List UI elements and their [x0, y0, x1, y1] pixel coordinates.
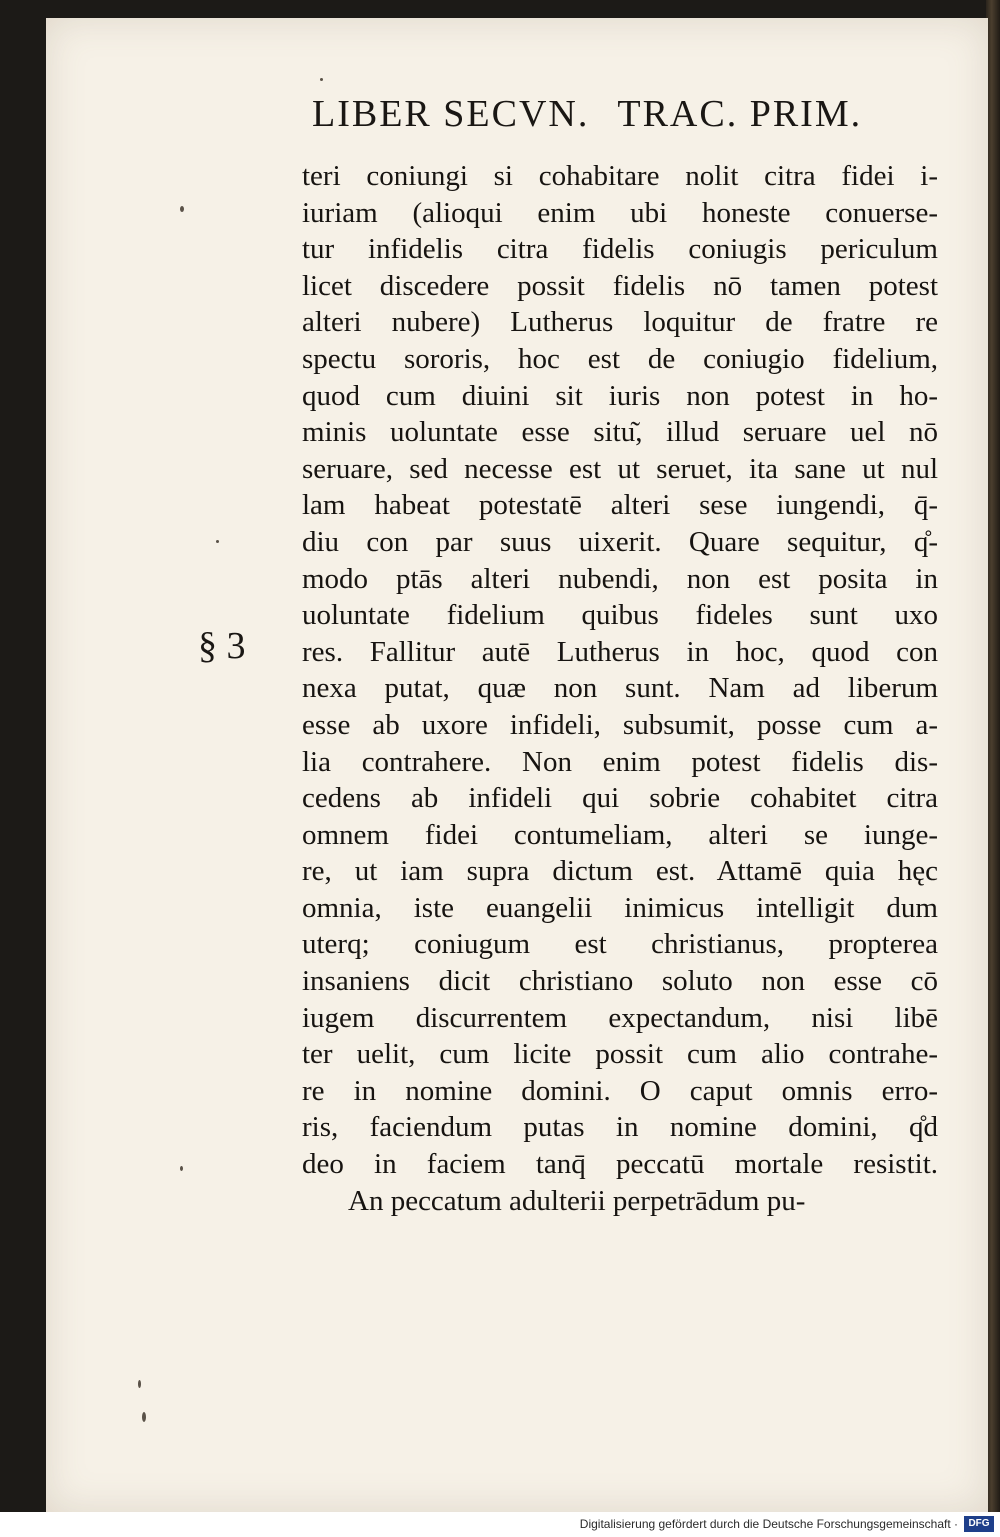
ink-speck	[142, 1412, 146, 1422]
ink-speck	[180, 1166, 183, 1171]
margin-note: § 3	[198, 625, 246, 667]
text-line: lia contrahere. Non enim potest fidelis dis-	[302, 745, 938, 778]
text-line: cedens ab infideli qui sobrie cohabitet citra	[302, 782, 938, 815]
text-line: omnem fidei contumeliam, alteri se iunge-	[302, 818, 938, 851]
text-line: alteri nubere) Lutherus loquitur de fratre re	[302, 306, 938, 339]
text-line: minis uoluntate esse situ͂, illud seruare uel nō	[302, 416, 938, 449]
text-line: iuriam (alioqui enim ubi honeste conuerse-	[302, 196, 938, 229]
running-head-right: TRAC. PRIM.	[617, 93, 863, 135]
text-line: quod cum diuini sit iuris non potest in ho-	[302, 379, 938, 412]
text-line: lam habeat potestatē alteri sese iungendi, q̄-	[302, 489, 938, 522]
text-line: res. Fallitur autē Lutherus in hoc, quod con	[302, 635, 938, 668]
text-line: ris, faciendum putas in nomine domini, q̊d	[302, 1111, 938, 1144]
ink-speck	[138, 1380, 141, 1388]
running-head	[312, 92, 912, 136]
ink-speck	[216, 540, 219, 543]
text-line: uterq; coniugum est christianus, propterea	[302, 928, 938, 961]
text-line: insaniens dicit christiano soluto non esse cō	[302, 965, 938, 998]
text-line: iugem discurrentem expectandum, nisi libē	[302, 1001, 938, 1034]
text-line: ter uelit, cum licite possit cum alio contrahe-	[302, 1038, 938, 1071]
text-line: An peccatum adulterii perpetrādum pu-	[348, 1184, 806, 1217]
text-line: esse ab uxore infideli, subsumit, posse cum a-	[302, 708, 938, 741]
text-line: re, ut iam supra dictum est. Attamē quia hęc	[302, 855, 938, 888]
text-line: modo ptās alteri nubendi, non est posita in	[302, 562, 938, 595]
text-line: spectu sororis, hoc est de coniugio fidelium,	[302, 342, 938, 375]
body-text	[302, 158, 938, 1219]
text-line: omnia, iste euangelii inimicus intelligit dum	[302, 891, 938, 924]
footer-bar	[0, 1512, 1000, 1537]
footer-credit: Digitalisierung gefördert durch die Deutsche Forschungsgemeinschaft ·	[579, 1517, 958, 1531]
text-line: deo in faciem tanq̄ peccatū mortale resistit.	[302, 1148, 938, 1181]
ink-speck	[180, 206, 184, 212]
text-line: re in nomine domini. O caput omnis erro-	[302, 1074, 938, 1107]
text-line: uoluntate fidelium quibus fideles sunt uxo	[302, 599, 938, 632]
text-line: diu con par suus uixerit. Quare sequitur, q̊-	[302, 525, 938, 558]
running-head-left: LIBER SECVN.	[312, 93, 590, 135]
text-line: seruare, sed necesse est ut seruet, ita sane ut nul	[302, 452, 938, 485]
book-edge	[986, 0, 1000, 1512]
text-line: licet discedere possit fidelis nō tamen potest	[302, 269, 938, 302]
text-line: nexa putat, quæ non sunt. Nam ad liberum	[302, 672, 938, 705]
text-line: teri coniungi si cohabitare nolit citra fidei i-	[302, 160, 938, 192]
dfg-logo: DFG	[964, 1516, 994, 1532]
text-line: tur infidelis citra fidelis coniugis periculum	[302, 233, 938, 266]
ink-speck	[320, 78, 323, 81]
